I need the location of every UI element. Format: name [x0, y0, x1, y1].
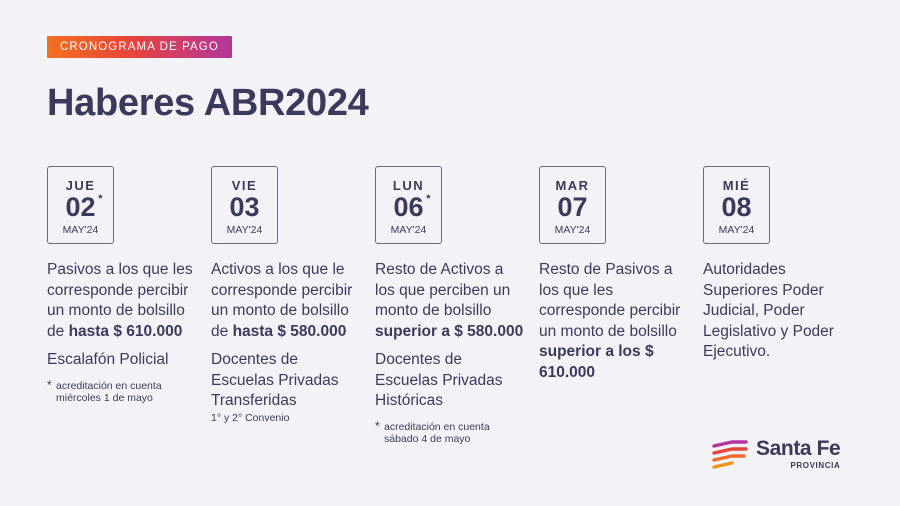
- brand-subtitle: PROVINCIA: [790, 460, 841, 470]
- date-box: [539, 166, 606, 244]
- schedule-column-vie-03: [211, 166, 361, 424]
- month-label: MAY'24: [390, 224, 427, 236]
- asterisk-mark: *: [426, 193, 431, 205]
- payment-description: Activos a los que le corresponde percibir un monto de bolsillo de hasta $ 580.000: [211, 261, 353, 340]
- schedule-column-lun-06: [375, 166, 525, 446]
- amount-threshold: superior a los $ 610.000: [539, 343, 654, 381]
- payment-group: Docentes de Escuelas Privadas Históricas: [375, 351, 503, 409]
- day-number: 06 *: [393, 192, 431, 222]
- day-of-week: JUE: [65, 178, 96, 193]
- agreement-note: 1° y 2° Convenio: [211, 411, 290, 424]
- schedule-column-mar-07: [539, 166, 689, 383]
- santa-fe-logo-icon: [712, 437, 750, 471]
- day-number: 08: [721, 192, 752, 222]
- month-label: MAY'24: [718, 224, 755, 236]
- date-box: [375, 166, 442, 244]
- payment-group: Docentes de Escuelas Privadas Transferidas: [211, 351, 339, 409]
- brand-name: Santa Fe: [756, 436, 841, 460]
- schedule-badge: CRONOGRAMA DE PAGO: [47, 36, 232, 58]
- day-of-week: LUN: [392, 178, 425, 193]
- payment-description: Resto de Pasivos a los que les corresponde percibir un monto de bolsillo superior a los $ 610.000: [539, 261, 681, 381]
- day-of-week: MAR: [555, 178, 590, 193]
- payment-description: Pasivos a los que les corresponde percibir un monto de bolsillo de hasta $ 610.000: [47, 261, 193, 340]
- month-label: MAY'24: [226, 224, 263, 236]
- month-label: MAY'24: [62, 224, 99, 236]
- day-of-week: VIE: [231, 178, 258, 193]
- day-of-week: MIÉ: [722, 178, 751, 193]
- amount-threshold: superior a $ 580.000: [375, 322, 524, 340]
- payment-group: Escalafón Policial: [47, 351, 169, 368]
- day-number: 07: [557, 192, 588, 222]
- page-title: Haberes ABR2024: [47, 82, 369, 124]
- payment-description: Resto de Activos a los que perciben un monto de bolsillo superior a $ 580.000: [375, 261, 524, 340]
- credit-note: * acreditación en cuenta miércoles 1 de mayo: [47, 377, 162, 404]
- asterisk-mark: *: [98, 193, 103, 205]
- payment-description: Autoridades Superiores Poder Judicial, Poder Legislativo y Poder Ejecutivo.: [703, 261, 834, 360]
- amount-threshold: hasta $ 610.000: [68, 322, 183, 340]
- amount-threshold: hasta $ 580.000: [232, 322, 347, 340]
- day-number: 03: [229, 192, 260, 222]
- day-number: 02 *: [65, 192, 103, 222]
- date-box: [703, 166, 770, 244]
- date-box: [47, 166, 114, 244]
- month-label: MAY'24: [554, 224, 591, 236]
- schedule-column-mie-08: [703, 166, 853, 363]
- credit-note: * acreditación en cuenta sábado 4 de mayo: [375, 418, 490, 445]
- schedule-column-jue-02: [47, 166, 197, 405]
- date-box: [211, 166, 278, 244]
- santa-fe-logo: [712, 437, 840, 471]
